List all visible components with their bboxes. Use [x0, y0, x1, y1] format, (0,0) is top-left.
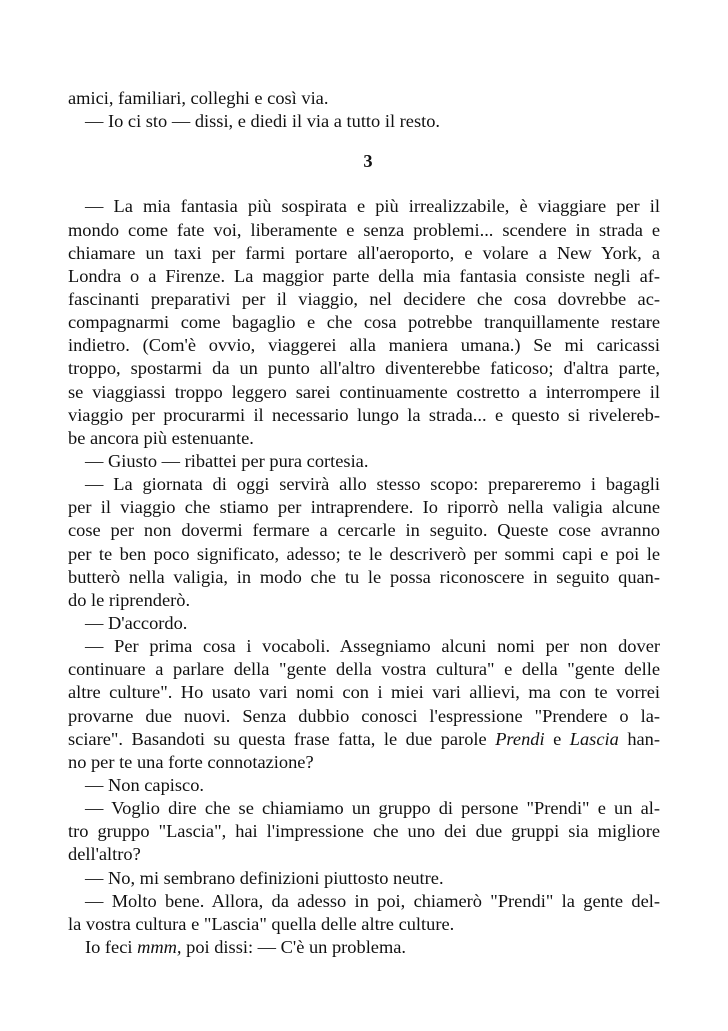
text-line: chiamare un taxi per farmi portare all'aeroporto, e volare a New York, a	[68, 242, 660, 263]
text-segment: sciare". Basandoti su questa frase fatta, le due parole	[68, 728, 487, 749]
text-line: se viaggiassi troppo leggero sarei continuamente costretto a interrompere il	[68, 381, 660, 402]
text-line: — Giusto — ribattei per pura cortesia.	[85, 450, 369, 471]
text-line: — D'accordo.	[85, 612, 188, 633]
chapter-heading: 3	[363, 151, 373, 172]
text-line: fascinanti preparativi per il viaggio, nel decidere che cosa dovrebbe ac-	[68, 288, 660, 309]
text-line: la vostra cultura e "Lascia" quella delle altre culture.	[68, 913, 455, 934]
italic-word: Lascia	[569, 728, 619, 749]
italic-word: Prendi	[495, 728, 545, 749]
text-line: — No, mi sembrano definizioni piuttosto neutre.	[85, 867, 444, 888]
text-line: provarne due nuovi. Senza dubbio conosci l'espressione "Prendere o la-	[68, 705, 660, 726]
text-line: compagnarmi come bagaglio e che cosa potrebbe tranquillamente restare	[68, 312, 660, 333]
book-page	[68, 87, 660, 959]
text-line: tro gruppo "Lascia", hai l'impressione che uno dei due gruppi sia migliore	[68, 821, 660, 842]
text-line-mixed	[68, 936, 660, 959]
text-line: — Molto bene. Allora, da adesso in poi, chiamerò "Prendi" la gente del-	[85, 890, 660, 911]
text-line: troppo, spostarmi da un punto all'altro diventerebbe faticoso; d'altra parte,	[68, 358, 660, 379]
italic-word: mmm,	[137, 936, 182, 957]
text-line: mondo come fate voi, liberamente e senza problemi... scendere in strada e	[68, 219, 660, 240]
text-line: continuare a parlare della "gente della vostra cultura" e della "gente delle	[68, 659, 660, 680]
text-line: Londra o a Firenze. La maggior parte della mia fantasia consiste negli af-	[68, 265, 660, 286]
text-line: — La mia fantasia più sospirata e più irrealizzabile, è viaggiare per il	[85, 196, 660, 217]
text-segment: han-	[618, 728, 660, 749]
text-segment: poi dissi: — C'è un problema.	[181, 936, 407, 957]
text-line: be ancora più estenuante.	[68, 427, 254, 448]
text-line: — La giornata di oggi servirà allo stesso scopo: prepareremo i bagagli	[85, 474, 660, 495]
text-line: indietro. (Com'è ovvio, viaggerei alla maniera umana.) Se mi caricassi	[68, 335, 660, 356]
text-line-mixed	[68, 728, 660, 751]
text-line: — Non capisco.	[85, 774, 205, 795]
text-line: — Voglio dire che se chiamiamo un gruppo di persone "Prendi" e un al-	[85, 798, 660, 819]
text-segment: e	[544, 728, 570, 749]
text-line: cose per non dovermi fermare a cercarle in seguito. Queste cose avranno	[68, 520, 660, 541]
text-line: no per te una forte connotazione?	[68, 751, 314, 772]
text-line: per te ben poco significato, adesso; te le descriverò per sommi capi e poi le	[68, 543, 660, 564]
text-line: viaggio per procurarmi il necessario lungo la strada... e questo si rivelereb-	[68, 404, 660, 425]
text-line: butterò nella valigia, in modo che tu le possa riconoscere in seguito quan-	[68, 566, 660, 587]
text-line: dell'altro?	[68, 844, 141, 865]
text-line: — Io ci sto — dissi, e diedi il via a tutto il resto.	[85, 111, 440, 132]
text-segment: Io feci	[85, 936, 138, 957]
text-line: — Per prima cosa i vocaboli. Assegniamo alcuni nomi per non dover	[85, 636, 660, 657]
text-line: altre culture". Ho usato vari nomi con i miei vari allievi, ma con te vorrei	[68, 682, 660, 703]
text-line: per il viaggio che stiamo per intraprendere. Io riporrò nella valigia alcune	[68, 497, 660, 518]
text-line: do le riprenderò.	[68, 589, 191, 610]
text-line: amici, familiari, colleghi e così via.	[68, 88, 329, 108]
